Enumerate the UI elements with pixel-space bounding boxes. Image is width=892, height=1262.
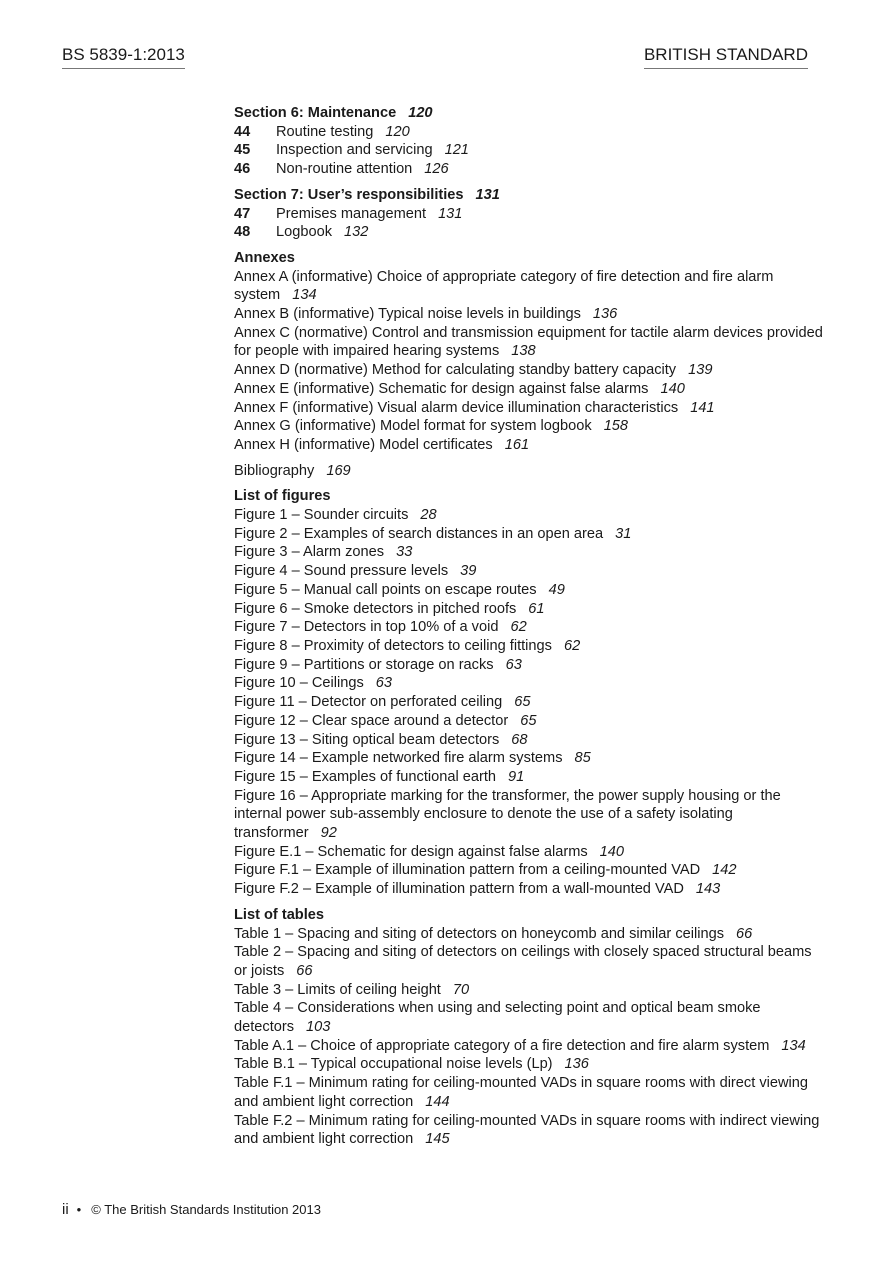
entry-title: Figure 15 – Examples of functional earth (234, 768, 497, 785)
page-ref: 70 (452, 981, 470, 998)
toc-clause[interactable] (234, 141, 824, 160)
entry-title: Annex C (normative) Control and transmission equipment for tactile alarm devices provided for people with impaired hearing systems (234, 324, 823, 360)
page-ref: 140 (599, 843, 625, 860)
toc-entry-annex-b[interactable] (234, 305, 824, 324)
entry-title: Annex F (informative) Visual alarm device illumination characteristics (234, 399, 679, 416)
page-ref: 92 (320, 825, 337, 842)
toc-entry-annex-f[interactable] (234, 399, 824, 418)
page-ref: 62 (563, 637, 581, 654)
page-footer (62, 1201, 321, 1219)
page-ref: 66 (736, 925, 753, 942)
toc-entry-table[interactable] (234, 1037, 824, 1056)
page-ref: 139 (688, 362, 713, 379)
toc-entry-figure[interactable] (234, 562, 824, 581)
entry-title: Annex E (informative) Schematic for design against false alarms (234, 380, 649, 397)
bullet-separator: • (76, 1202, 82, 1217)
entry-title: Figure 16 – Appropriate marking for the transformer, the power supply housing or the internal power sub-assembly enclosure to denote the use of a safety isolating transformer (234, 787, 781, 842)
toc-entry-annex-h[interactable] (234, 436, 824, 455)
page-ref: 120 (408, 105, 433, 121)
toc-clause[interactable] (234, 160, 824, 179)
page-ref: 140 (660, 380, 685, 397)
page-ref: 65 (514, 694, 531, 711)
page-ref: 134 (292, 287, 317, 304)
entry-title: Figure 4 – Sound pressure levels (234, 563, 449, 580)
entry-title: Annex D (normative) Method for calculating standby battery capacity (234, 362, 677, 379)
page-ref: 62 (510, 619, 527, 636)
page-ref: 142 (712, 862, 737, 879)
entry-title: Figure 3 – Alarm zones (234, 544, 385, 561)
entry-title: Figure E.1 – Schematic for design against false alarms (234, 843, 588, 860)
section-6-maintenance (234, 104, 824, 179)
toc-entry-table[interactable] (234, 1074, 824, 1111)
header-standard-number: BS 5839-1:2013 (62, 44, 185, 69)
entry-title: Table A.1 – Choice of appropriate category of a fire detection and fire alarm system (234, 1037, 770, 1054)
toc-entry-annex-c[interactable] (234, 324, 824, 361)
clause-title: Inspection and servicing (276, 142, 433, 159)
toc-entry-figure[interactable] (234, 543, 824, 562)
toc-entry-annex-d[interactable] (234, 361, 824, 380)
section-heading[interactable] (234, 186, 824, 205)
toc-entry-table[interactable] (234, 1112, 824, 1149)
toc-entry-figure[interactable] (234, 600, 824, 619)
toc-entry-table[interactable] (234, 1055, 824, 1074)
toc-entry-figure[interactable] (234, 674, 824, 693)
entry-title: Table B.1 – Typical occupational noise levels (Lp) (234, 1056, 553, 1073)
toc-entry-figure[interactable] (234, 581, 824, 600)
toc-clause[interactable] (234, 205, 824, 224)
toc-entry-figure[interactable] (234, 880, 824, 899)
entry-title: Figure 9 – Partitions or storage on racks (234, 656, 494, 673)
page-ref: 85 (574, 750, 591, 767)
page-number: ii (62, 1201, 69, 1218)
toc-entry-table[interactable] (234, 943, 824, 980)
page-ref: 63 (375, 675, 393, 692)
page-ref: 68 (511, 731, 528, 748)
page-ref: 136 (564, 1056, 589, 1073)
page-ref: 61 (528, 600, 545, 617)
clause-number: 44 (234, 123, 251, 140)
toc-entry-figure[interactable] (234, 843, 824, 862)
section-heading[interactable] (234, 104, 824, 123)
clause-title: Logbook (276, 224, 332, 241)
toc-entry-figure[interactable] (234, 506, 824, 525)
page-ref: 33 (396, 544, 413, 561)
toc-entry-annex-g[interactable] (234, 417, 824, 436)
page-ref: 31 (615, 525, 632, 542)
page-ref: 143 (695, 881, 721, 898)
toc-entry-annex-e[interactable] (234, 380, 824, 399)
page-ref: 49 (548, 581, 565, 598)
page-ref: 121 (444, 142, 469, 159)
copyright-notice: © The British Standards Institution 2013 (91, 1202, 321, 1217)
entry-title: Annex G (informative) Model format for system logbook (234, 418, 592, 435)
entry-title: Figure 14 – Example networked fire alarm systems (234, 750, 563, 767)
entry-title: Table 1 – Spacing and siting of detectors on honeycomb and similar ceilings (234, 925, 724, 942)
entry-title: Figure 5 – Manual call points on escape routes (234, 581, 537, 598)
toc-entry-table[interactable] (234, 925, 824, 944)
entry-title: Figure 8 – Proximity of detectors to ceiling fittings (234, 637, 552, 654)
header-series-title: BRITISH STANDARD (644, 44, 808, 69)
list-of-tables (234, 906, 824, 1149)
page-ref: 28 (420, 507, 437, 524)
clause-title: Premises management (276, 205, 427, 222)
entry-title: Table 2 – Spacing and siting of detectors on ceilings with closely spaced structural beams or joists (234, 944, 812, 979)
page-ref: 161 (504, 436, 530, 453)
entry-title: Table F.1 – Minimum rating for ceiling-mounted VADs in square rooms with direct viewing and ambient light correction (234, 1075, 808, 1110)
toc-entry-annex-a[interactable] (234, 268, 824, 305)
page-ref: 63 (505, 656, 522, 673)
annexes-list (234, 249, 824, 455)
page-ref: 138 (511, 343, 536, 360)
page-ref: 126 (424, 161, 449, 178)
toc-entry-figure[interactable] (234, 731, 824, 750)
toc-entry-figure[interactable] (234, 693, 824, 712)
page-ref: 131 (475, 186, 500, 203)
toc-entry-figure[interactable] (234, 768, 824, 787)
entry-title: Bibliography (234, 462, 315, 479)
tables-heading: List of tables (234, 906, 325, 923)
page-ref: 65 (520, 712, 537, 729)
page-ref: 120 (385, 123, 410, 140)
entry-title: Figure 10 – Ceilings (234, 675, 364, 692)
entry-title: Figure 6 – Smoke detectors in pitched roofs (234, 600, 517, 617)
toc-entry-figure[interactable] (234, 525, 824, 544)
page-ref: 39 (460, 563, 477, 580)
clause-number: 48 (234, 224, 251, 241)
entry-title: Figure F.1 – Example of illumination pattern from a ceiling-mounted VAD (234, 862, 701, 879)
entry-title: Figure F.2 – Example of illumination pattern from a wall-mounted VAD (234, 881, 684, 898)
annexes-heading: Annexes (234, 249, 295, 266)
clause-number: 47 (234, 205, 251, 222)
clause-number: 46 (234, 161, 251, 178)
entry-title: Table 3 – Limits of ceiling height (234, 981, 441, 998)
toc-entry-figure[interactable] (234, 787, 824, 843)
section-title: Section 6: Maintenance (234, 105, 397, 121)
entry-title: Figure 7 – Detectors in top 10% of a void (234, 619, 499, 636)
page-ref: 103 (306, 1019, 331, 1036)
entry-title: Figure 2 – Examples of search distances in an open area (234, 525, 604, 542)
section-7-user-responsibilities (234, 186, 824, 242)
toc-entry-table[interactable] (234, 981, 824, 1000)
entry-title: Annex A (informative) Choice of appropriate category of fire detection and fire alarm system (234, 268, 774, 304)
toc-entry-figure[interactable] (234, 749, 824, 768)
page-ref: 134 (781, 1037, 806, 1054)
page-ref: 131 (438, 205, 463, 222)
toc-entry-figure[interactable] (234, 712, 824, 731)
toc-entry-table[interactable] (234, 999, 824, 1036)
entry-title: Figure 12 – Clear space around a detector (234, 712, 509, 729)
page-ref: 91 (508, 768, 525, 785)
entry-title: Table F.2 – Minimum rating for ceiling-mounted VADs in square rooms with indirect viewing and ambient light correction (234, 1112, 820, 1148)
page-ref: 144 (425, 1093, 450, 1110)
figures-heading: List of figures (234, 488, 331, 505)
entry-title: Figure 1 – Sounder circuits (234, 507, 409, 524)
toc-clause[interactable] (234, 223, 824, 242)
page-ref: 169 (326, 462, 351, 479)
page-ref: 145 (425, 1131, 450, 1148)
toc-entry-figure[interactable] (234, 861, 824, 880)
entry-title: Figure 13 – Siting optical beam detectors (234, 731, 500, 748)
page-ref: 158 (603, 418, 629, 435)
list-of-figures (234, 487, 824, 898)
clause-title: Non-routine attention (276, 161, 413, 178)
entry-title: Annex H (informative) Model certificates (234, 436, 493, 453)
bibliography-entry[interactable] (234, 462, 824, 481)
entry-title: Table 4 – Considerations when using and selecting point and optical beam smoke detectors (234, 1000, 761, 1036)
toc-entry-figure[interactable] (234, 618, 824, 637)
entry-title: Figure 11 – Detector on perforated ceiling (234, 694, 503, 711)
page-ref: 66 (296, 962, 313, 979)
clause-title: Routine testing (276, 123, 374, 140)
toc-entry-figure[interactable] (234, 656, 824, 675)
page-ref: 132 (344, 224, 369, 241)
page-ref: 141 (690, 399, 715, 416)
toc-entry-figure[interactable] (234, 637, 824, 656)
section-title: Section 7: User’s responsibilities (234, 186, 464, 203)
clause-number: 45 (234, 142, 251, 159)
entry-title: Annex B (informative) Typical noise levels in buildings (234, 306, 581, 323)
page-ref: 136 (592, 306, 618, 323)
toc-clause[interactable] (234, 123, 824, 142)
table-of-contents (234, 104, 824, 1156)
